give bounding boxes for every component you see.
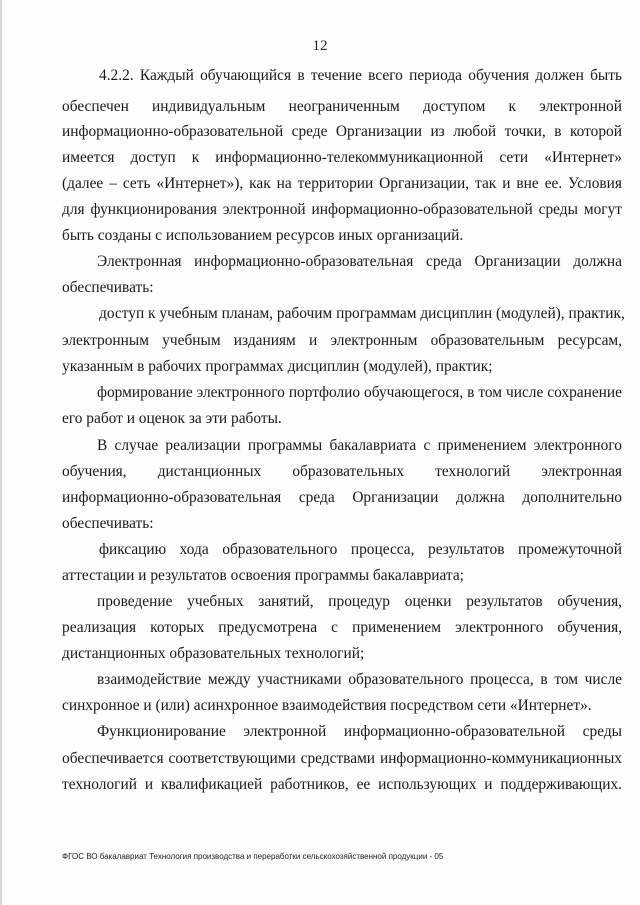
text-line: технологий и квалификацией работников, ее использующих и поддерживающих. [62,776,622,793]
text-line: обучения, дистанционных образовательных технологий электронная [62,463,622,480]
text-line: Функционирование электронной информационно-образовательной среды [97,723,622,740]
text-line: обеспечен индивидуальным неограниченным доступом к электронной [62,98,622,115]
text-line: указанным в рабочих программах дисциплин (модулей), практик; [62,358,493,375]
text-line: имеется доступ к информационно-телекоммуникационной сети «Интернет» [62,149,622,166]
text-line: дистанционных образовательных технологий; [62,645,365,662]
text-line: реализация которых предусмотрена с применением электронного обучения, [62,619,622,636]
page-edge-shadow [0,0,2,905]
text-line: взаимодействие между участниками образовательного процесса, в том числе [97,671,622,688]
text-line: доступ к учебным планам, рабочим программам дисциплин (модулей), практик, [99,305,625,322]
text-line: проведение учебных занятий, процедур оценки результатов обучения, [97,593,622,610]
text-line: формирование электронного портфолио обучающегося, в том числе сохранение [97,384,622,401]
text-line: для функционирования электронной информационно-образовательной среды могут [62,201,622,218]
text-line: обеспечивается соответствующими средствами информационно-коммуникационных [62,750,622,767]
text-line: его работ и оценок за эти работы. [62,410,282,427]
text-line: 4.2.2. Каждый обучающийся в течение всего периода обучения должен быть [99,67,622,84]
text-line: Электронная информационно-образовательная среда Организации должна [97,253,622,270]
text-line: информационно-образовательная среда Организации должна дополнительно [62,489,622,506]
text-line: быть созданы с использованием ресурсов иных организаций. [62,227,464,244]
text-line: В случае реализации программы бакалавриата с применением электронного [97,437,622,454]
text-line: фиксацию хода образовательного процесса, результатов промежуточной [99,541,622,558]
document-footer: ФГОС ВО бакалавриат Технология производства и переработки сельскохозяйственной продукции - 05 [62,852,444,861]
text-line: аттестации и результатов освоения программы бакалавриата; [62,567,464,584]
text-line: электронным учебным изданиям и электронным образовательным ресурсам, [62,332,622,349]
text-line: обеспечивать: [62,279,154,296]
text-line: информационно-образовательной среде Организации из любой точки, в которой [62,123,622,140]
text-line: (далее – сеть «Интернет»), как на территории Организации, так и вне ее. Условия [62,175,622,192]
text-line: синхронное и (или) асинхронное взаимодействия посредством сети «Интернет». [62,697,592,714]
page-number: 12 [312,38,328,54]
text-line: обеспечивать: [62,515,154,532]
